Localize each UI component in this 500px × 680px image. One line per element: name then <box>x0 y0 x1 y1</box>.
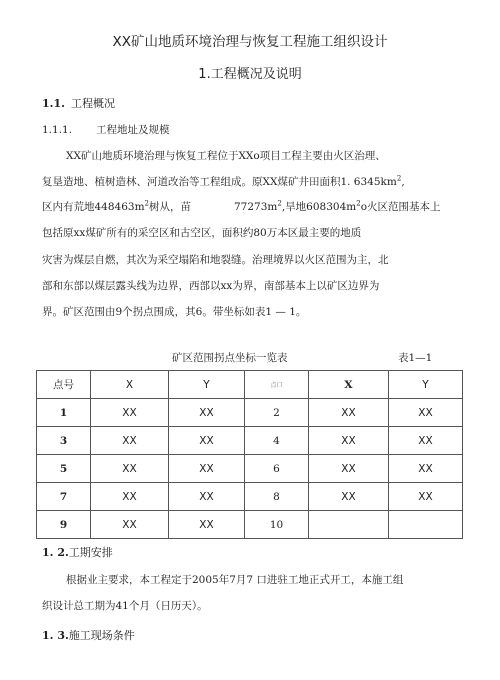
table-caption: 矿区范围拐点坐标一览表 <box>172 352 288 364</box>
section-1-1-1-heading <box>42 122 170 137</box>
paragraph-line: 包括原xx煤矿所有的采空区和古空区，面积约80万本区最主要的地质 <box>42 227 362 239</box>
section-number: 1. 2. <box>42 546 69 559</box>
table-cell: XX <box>91 483 169 511</box>
table-row <box>37 427 463 455</box>
table-cell: XX <box>389 427 463 455</box>
table-header-row <box>37 371 463 399</box>
paragraph-line: 灾害为煤层自燃，其次为采空塌陷和地裂缝。治理境界以火区范围为主，北 <box>42 254 389 266</box>
paragraph-line: 复垦造地、植树造林、河道改治等工程组成。原XX煤矿井田面积1. $6345km^2$, <box>42 174 405 188</box>
table-cell: XX <box>309 455 389 483</box>
table-header-cell: 点口 <box>245 371 309 399</box>
table-row <box>37 399 463 427</box>
table-cell: 2 <box>245 399 309 427</box>
table-cell: 9 <box>37 511 91 539</box>
table-cell: XX <box>169 511 245 539</box>
section-title: 工期安排 <box>68 546 113 559</box>
section-title: 工程地址及规模 <box>96 124 170 136</box>
table-header-cell: Y <box>169 371 245 399</box>
table-cell: 6 <box>245 455 309 483</box>
paragraph-line: 织设计总工期为41个月（日历天）。 <box>42 600 208 612</box>
table-row <box>37 483 463 511</box>
table-cell: 7 <box>37 483 91 511</box>
section-title: 施工现场条件 <box>68 629 135 642</box>
table-cell: XX <box>389 483 463 511</box>
table-cell: XX <box>389 455 463 483</box>
table-cell: XX <box>91 511 169 539</box>
paragraph-line: 根据业主要求，本工程定于2005年7月7 口进驻工地正式开工，本施工组 <box>66 574 404 586</box>
section-title: 工程概况 <box>70 97 115 110</box>
table-header-cell: Y <box>389 371 463 399</box>
paragraph-line: XX矿山地质环境治理与恢复工程位于XXo项目工程主要由火区治理、 <box>66 150 386 162</box>
table-header-cell: X <box>309 371 389 399</box>
section-number: 1.1.1. <box>42 124 73 136</box>
table-cell: XX <box>389 399 463 427</box>
table-cell: 1 <box>37 399 91 427</box>
table-cell: XX <box>91 399 169 427</box>
section-1-3-heading <box>42 627 135 643</box>
table-cell: XX <box>91 455 169 483</box>
table-header-cell: X <box>91 371 169 399</box>
table-cell: XX <box>169 483 245 511</box>
table-cell: XX <box>309 483 389 511</box>
paragraph-line: 部和东部以煤层露头线为边界，西部以xx为界，南部基本上以矿区边界为 <box>42 280 380 292</box>
table-header-cell: 点号 <box>37 371 91 399</box>
table-cell: 8 <box>245 483 309 511</box>
table-row <box>37 511 463 539</box>
table-cell: 10 <box>245 511 309 539</box>
paragraph-line: 界。矿区范围由9个拐点围成，其6。带坐标如表1 — 1。 <box>42 306 307 318</box>
table-cell <box>389 511 463 539</box>
table-cell: XX <box>169 427 245 455</box>
paragraph-line: 区内有荒地$448463m^2$树从，苗 <box>42 199 192 213</box>
section-1-1-heading <box>42 95 115 111</box>
table-cell: 3 <box>37 427 91 455</box>
table-cell: XX <box>91 427 169 455</box>
section-number: 1. 3. <box>42 629 69 642</box>
table-cell: XX <box>169 455 245 483</box>
table-row <box>37 455 463 483</box>
table-cell: XX <box>309 427 389 455</box>
table-cell: 4 <box>245 427 309 455</box>
paragraph-line: $77273m^2$,旱地$608304m^2o$火区范围基本上 <box>234 199 441 213</box>
table-label: 表1—1 <box>398 352 433 364</box>
document-title: XX矿山地质环境治理与恢复工程施工组织设计 <box>112 34 388 50</box>
table-cell: 5 <box>37 455 91 483</box>
section-number: 1.1. <box>42 97 65 110</box>
table-cell: XX <box>169 399 245 427</box>
section-1-2-heading <box>42 544 113 560</box>
coordinates-table <box>36 370 463 539</box>
table-cell: XX <box>309 399 389 427</box>
chapter-title: 1.工程概况及说明 <box>198 67 302 82</box>
table-cell <box>309 511 389 539</box>
